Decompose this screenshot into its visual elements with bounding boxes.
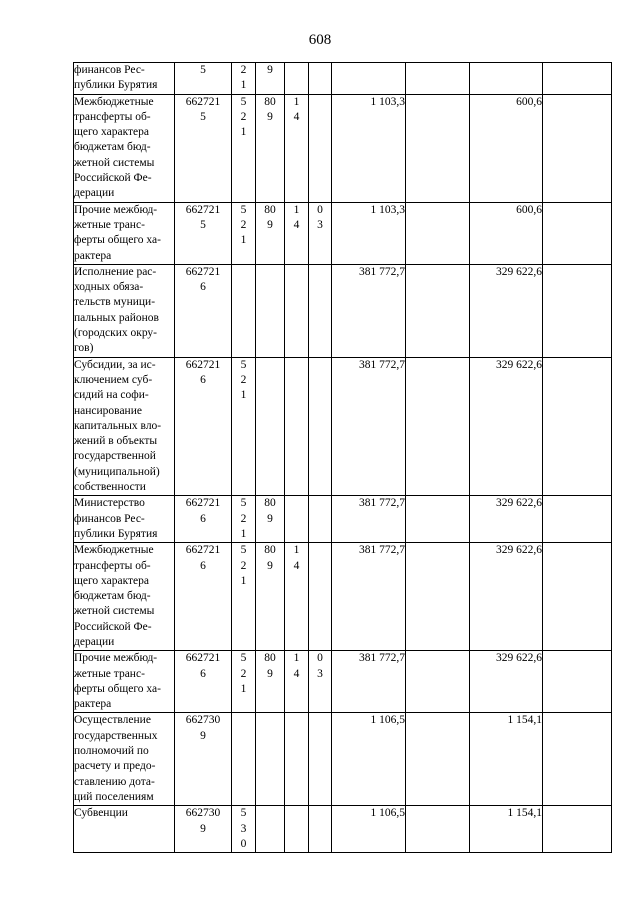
- expense-type-code-cell: [309, 713, 332, 806]
- expense-type-code-cell: [309, 806, 332, 853]
- table-row: [74, 806, 612, 853]
- section-code-cell: [256, 651, 285, 713]
- section-code-cell: [256, 357, 285, 496]
- grbs-code-cell: [232, 713, 256, 806]
- grbs-code-line: 2: [240, 110, 247, 123]
- target-code-cell: [175, 94, 232, 202]
- amount-col-2-cell: [406, 651, 470, 713]
- amount-col-1-cell: 381 772,7: [332, 496, 406, 543]
- target-code-cell: [175, 202, 232, 264]
- target-code-cell: [175, 651, 232, 713]
- table-row: [74, 651, 612, 713]
- target-code-cell: [175, 496, 232, 543]
- subsection-code-cell: [285, 651, 309, 713]
- section-code-cell: [256, 806, 285, 853]
- grbs-code-line: 5: [240, 807, 247, 820]
- row-name-cell: [74, 806, 175, 853]
- amount-col-2-cell: [406, 202, 470, 264]
- row-name-line: ключением суб-: [74, 373, 153, 386]
- grbs-code-cell: [232, 63, 256, 95]
- row-name-line: щего характера: [74, 126, 149, 139]
- amount-col-3-cell: 329 622,6: [470, 543, 543, 651]
- amount-col-4-cell: [543, 543, 612, 651]
- target-code-line: 662721: [185, 497, 221, 510]
- subsection-code-cell: [285, 264, 309, 357]
- target-code-line: 9: [200, 822, 206, 835]
- grbs-code-line: 2: [240, 64, 247, 76]
- amount-col-2-cell: [406, 713, 470, 806]
- target-code-cell: [175, 806, 232, 853]
- row-name-line: Министерство: [74, 497, 145, 510]
- grbs-code-line: 1: [240, 126, 247, 139]
- grbs-code-cell: [232, 651, 256, 713]
- amount-col-2-cell: [406, 264, 470, 357]
- amount-col-2-cell: [406, 63, 470, 95]
- subsection-code-cell: [285, 496, 309, 543]
- grbs-code-line: 5: [240, 203, 247, 216]
- grbs-code-line: 2: [240, 559, 247, 572]
- amount-col-3-cell: 1 154,1: [470, 806, 543, 853]
- amount-col-1-cell: 1 103,3: [332, 202, 406, 264]
- table-row: [74, 713, 612, 806]
- row-name-cell: [74, 543, 175, 651]
- amount-col-4-cell: [543, 496, 612, 543]
- row-name-cell: [74, 94, 175, 202]
- row-name-line: пальных районов: [74, 311, 159, 324]
- amount-col-2-cell: [406, 357, 470, 496]
- grbs-code-cell: [232, 94, 256, 202]
- subsection-code-cell: [285, 806, 309, 853]
- target-code-cell: [175, 63, 232, 95]
- grbs-code-line: 5: [240, 95, 247, 108]
- target-code-line: 9: [200, 729, 206, 742]
- grbs-code-cell: [232, 496, 256, 543]
- target-code-cell: [175, 713, 232, 806]
- row-name-line: финансов Рес-: [74, 64, 145, 76]
- row-name-line: Прочие межбюд-: [74, 652, 158, 665]
- row-name-line: публики Бурятия: [74, 527, 158, 540]
- table-row: [74, 202, 612, 264]
- row-name-line: бюджетам бюд-: [74, 590, 151, 603]
- target-code-cell: [175, 543, 232, 651]
- section-code-line: 80: [264, 497, 276, 510]
- target-code-line: 662721: [185, 203, 221, 216]
- row-name-line: Субвенции: [74, 807, 128, 820]
- amount-col-2-cell: [406, 806, 470, 853]
- section-code-line: 9: [267, 667, 273, 680]
- row-name-line: (городских окру-: [74, 327, 158, 340]
- subsection-code-cell: [285, 543, 309, 651]
- subsection-code-line: 1: [293, 95, 300, 108]
- target-code-line: 662721: [185, 265, 221, 278]
- row-name-cell: [74, 63, 175, 95]
- grbs-code-cell: [232, 806, 256, 853]
- target-code-line: 662721: [185, 95, 221, 108]
- grbs-code-line: 1: [240, 389, 247, 402]
- amount-col-3-cell: 600,6: [470, 202, 543, 264]
- grbs-code-line: 2: [240, 667, 247, 680]
- expense-type-code-cell: [309, 202, 332, 264]
- amount-col-4-cell: [543, 202, 612, 264]
- page-number: 608: [308, 32, 332, 48]
- expense-type-code-cell: [309, 496, 332, 543]
- table-row: [74, 496, 612, 543]
- grbs-code-line: 2: [240, 373, 247, 386]
- amount-col-3-cell: 1 154,1: [470, 713, 543, 806]
- grbs-code-line: 2: [240, 512, 247, 525]
- grbs-code-cell: [232, 202, 256, 264]
- amount-col-4-cell: [543, 806, 612, 853]
- row-name-line: бюджетам бюд-: [74, 141, 151, 154]
- subsection-code-cell: [285, 63, 309, 95]
- expense-type-code-cell: [309, 651, 332, 713]
- target-code-line: 5: [200, 64, 206, 76]
- row-name-line: жетные транс-: [74, 218, 145, 231]
- row-name-line: государственной: [74, 450, 156, 463]
- row-name-line: государственных: [74, 729, 158, 742]
- table-body: [74, 63, 612, 853]
- target-code-line: 6: [200, 373, 206, 386]
- subsection-code-line: 1: [293, 544, 300, 557]
- amount-col-4-cell: [543, 651, 612, 713]
- amount-col-4-cell: [543, 264, 612, 357]
- row-name-line: рактера: [74, 249, 112, 262]
- row-name-line: рактера: [74, 698, 112, 711]
- row-name-line: трансферты об-: [74, 559, 151, 572]
- expense-type-code-cell: [309, 357, 332, 496]
- amount-col-1-cell: 1 106,5: [332, 713, 406, 806]
- amount-col-1-cell: 381 772,7: [332, 264, 406, 357]
- grbs-code-line: 1: [240, 79, 247, 92]
- grbs-code-line: 5: [240, 358, 247, 371]
- budget-table: [73, 62, 612, 853]
- subsection-code-cell: [285, 202, 309, 264]
- amount-col-4-cell: [543, 713, 612, 806]
- row-name-line: щего характера: [74, 574, 149, 587]
- section-code-cell: [256, 264, 285, 357]
- grbs-code-line: 1: [240, 574, 247, 587]
- grbs-code-line: 5: [240, 497, 247, 510]
- row-name-line: публики Бурятия: [74, 79, 158, 92]
- target-code-line: 6: [200, 512, 206, 525]
- row-name-line: жетной системы: [74, 156, 155, 169]
- section-code-line: 80: [264, 95, 276, 108]
- grbs-code-cell: [232, 543, 256, 651]
- expense-type-code-cell: [309, 63, 332, 95]
- amount-col-1-cell: 381 772,7: [332, 651, 406, 713]
- row-name-line: Межбюджетные: [74, 95, 154, 108]
- section-code-line: 9: [267, 512, 273, 525]
- subsection-code-cell: [285, 94, 309, 202]
- amount-col-1-cell: 381 772,7: [332, 543, 406, 651]
- grbs-code-line: 1: [240, 234, 247, 247]
- table-row: [74, 94, 612, 202]
- amount-col-3-cell: [470, 63, 543, 95]
- row-name-cell: [74, 496, 175, 543]
- row-name-line: Российской Фе-: [74, 620, 152, 633]
- expense-type-code-cell: [309, 543, 332, 651]
- grbs-code-line: 2: [240, 218, 247, 231]
- section-code-cell: [256, 543, 285, 651]
- table-row: [74, 63, 612, 95]
- expense-type-code-line: 3: [317, 218, 323, 231]
- amount-col-3-cell: 600,6: [470, 94, 543, 202]
- row-name-line: жений в объекты: [74, 435, 158, 448]
- row-name-line: ферты общего ха-: [74, 234, 161, 247]
- target-code-line: 662721: [185, 652, 221, 665]
- row-name-cell: [74, 713, 175, 806]
- amount-col-1-cell: 1 103,3: [332, 94, 406, 202]
- row-name-line: ставлению дота-: [74, 775, 155, 788]
- amount-col-3-cell: 329 622,6: [470, 264, 543, 357]
- row-name-line: Прочие межбюд-: [74, 203, 158, 216]
- row-name-line: дерации: [74, 635, 115, 648]
- row-name-cell: [74, 357, 175, 496]
- target-code-line: 6: [200, 559, 206, 572]
- target-code-line: 5: [200, 218, 206, 231]
- row-name-line: расчету и предо-: [74, 760, 156, 773]
- row-name-line: Российской Фе-: [74, 172, 152, 185]
- row-name-line: Исполнение рас-: [74, 265, 157, 278]
- section-code-line: 80: [264, 652, 276, 665]
- expense-type-code-line: 3: [317, 667, 323, 680]
- amount-col-4-cell: [543, 63, 612, 95]
- row-name-line: гов): [74, 342, 94, 355]
- amount-col-3-cell: 329 622,6: [470, 357, 543, 496]
- subsection-code-cell: [285, 713, 309, 806]
- row-name-line: трансферты об-: [74, 110, 151, 123]
- target-code-line: 662730: [185, 714, 221, 727]
- row-name-line: ций поселениям: [74, 790, 154, 803]
- amount-col-2-cell: [406, 94, 470, 202]
- subsection-code-line: 4: [293, 110, 300, 123]
- row-name-line: (муниципальной): [74, 465, 160, 478]
- section-code-line: 9: [267, 110, 273, 123]
- subsection-code-line: 4: [293, 218, 300, 231]
- subsection-code-line: 4: [293, 559, 300, 572]
- amount-col-3-cell: 329 622,6: [470, 496, 543, 543]
- section-code-cell: [256, 496, 285, 543]
- amount-col-3-cell: 329 622,6: [470, 651, 543, 713]
- row-name-line: Межбюджетные: [74, 544, 154, 557]
- section-code-line: 9: [267, 218, 273, 231]
- target-code-line: 662730: [185, 807, 221, 820]
- section-code-line: 9: [267, 559, 273, 572]
- section-code-line: 80: [264, 544, 276, 557]
- grbs-code-cell: [232, 357, 256, 496]
- amount-col-2-cell: [406, 543, 470, 651]
- row-name-line: сидий на софи-: [74, 389, 149, 402]
- subsection-code-line: 4: [293, 667, 300, 680]
- expense-type-code-cell: [309, 264, 332, 357]
- expense-type-code-line: 0: [317, 203, 323, 216]
- section-code-cell: [256, 63, 285, 95]
- grbs-code-line: 5: [240, 652, 247, 665]
- expense-type-code-cell: [309, 94, 332, 202]
- target-code-line: 662721: [185, 358, 221, 371]
- amount-col-4-cell: [543, 94, 612, 202]
- row-name-line: тельств муници-: [74, 296, 156, 309]
- grbs-code-line: 3: [240, 822, 247, 835]
- section-code-cell: [256, 713, 285, 806]
- amount-col-1-cell: 1 106,5: [332, 806, 406, 853]
- row-name-cell: [74, 264, 175, 357]
- subsection-code-line: 1: [293, 652, 300, 665]
- expense-type-code-line: 0: [317, 652, 323, 665]
- row-name-line: собственности: [74, 481, 146, 494]
- amount-col-1-cell: [332, 63, 406, 95]
- grbs-code-line: 1: [240, 527, 247, 540]
- row-name-line: Осуществление: [74, 714, 151, 727]
- row-name-line: полномочий по: [74, 745, 149, 758]
- row-name-line: нансирование: [74, 404, 142, 417]
- table-row: [74, 357, 612, 496]
- section-code-line: 9: [267, 64, 273, 76]
- table-row: [74, 264, 612, 357]
- row-name-line: капитальных вло-: [74, 419, 162, 432]
- section-code-cell: [256, 94, 285, 202]
- amount-col-2-cell: [406, 496, 470, 543]
- target-code-cell: [175, 264, 232, 357]
- target-code-line: 6: [200, 667, 206, 680]
- target-code-line: 662721: [185, 544, 221, 557]
- row-name-line: Субсидии, за ис-: [74, 358, 156, 371]
- target-code-line: 6: [200, 281, 206, 294]
- amount-col-1-cell: 381 772,7: [332, 357, 406, 496]
- subsection-code-cell: [285, 357, 309, 496]
- target-code-line: 5: [200, 110, 206, 123]
- row-name-line: жетные транс-: [74, 667, 145, 680]
- row-name-line: финансов Рес-: [74, 512, 145, 525]
- section-code-cell: [256, 202, 285, 264]
- row-name-line: ферты общего ха-: [74, 682, 161, 695]
- section-code-line: 80: [264, 203, 276, 216]
- row-name-line: жетной системы: [74, 605, 155, 618]
- row-name-line: дерации: [74, 187, 115, 200]
- grbs-code-line: 1: [240, 682, 247, 695]
- grbs-code-line: 5: [240, 544, 247, 557]
- grbs-code-line: 0: [240, 837, 247, 850]
- row-name-cell: [74, 202, 175, 264]
- subsection-code-line: 1: [293, 203, 300, 216]
- amount-col-4-cell: [543, 357, 612, 496]
- grbs-code-cell: [232, 264, 256, 357]
- row-name-cell: [74, 651, 175, 713]
- target-code-cell: [175, 357, 232, 496]
- row-name-line: ходных обяза-: [74, 281, 144, 294]
- table-row: [74, 543, 612, 651]
